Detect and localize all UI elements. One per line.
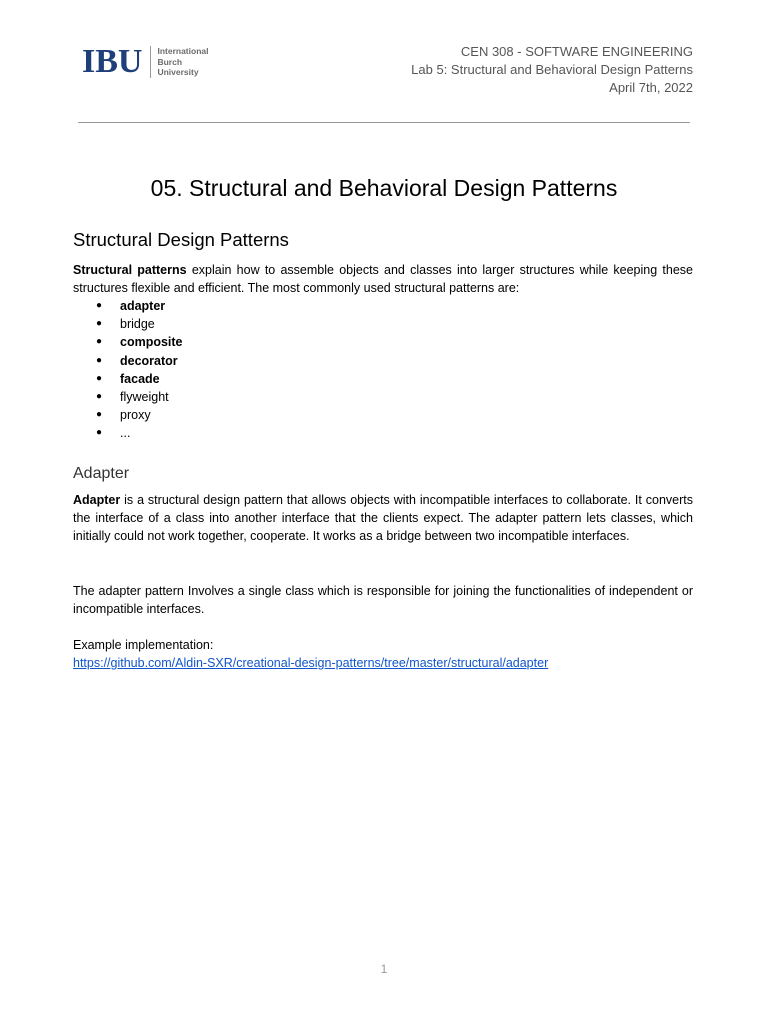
logo-line: Burch — [157, 56, 183, 67]
adapter-paragraph-1 — [73, 491, 693, 545]
adapter-heading: Adapter — [73, 465, 130, 482]
adapter-bold: Adapter — [73, 493, 121, 507]
list-item — [96, 370, 183, 388]
list-item — [96, 315, 183, 333]
bullet-icon: ● — [96, 391, 103, 403]
logo-line: University — [157, 67, 199, 78]
course-name: CEN 308 - SOFTWARE ENGINEERING — [460, 44, 693, 59]
logo-divider — [150, 46, 151, 78]
list-item — [96, 388, 183, 406]
example-label: Example implementation: — [73, 638, 214, 652]
list-item-label: decorator — [120, 353, 178, 368]
list-item — [96, 406, 183, 424]
pattern-list — [96, 297, 183, 443]
intro-text: explain how to assemble objects and classes into larger structures while keeping these structures flexible and efficient. The most commonly used structural patterns are: — [73, 263, 693, 295]
bullet-icon: ● — [96, 318, 103, 330]
list-item-label: bridge — [120, 317, 155, 332]
page-number: 1 — [380, 962, 388, 976]
list-item-label: composite — [120, 335, 183, 350]
lab-date: April 7th, 2022 — [609, 80, 693, 95]
bullet-icon: ● — [96, 409, 103, 421]
lab-title: Lab 5: Structural and Behavioral Design Patterns — [411, 62, 693, 77]
list-item-label: proxy — [120, 408, 151, 423]
logo-text — [157, 46, 208, 78]
bullet-icon: ● — [96, 300, 103, 311]
list-item-label: adapter — [120, 299, 166, 313]
header-divider — [78, 122, 690, 123]
intro-bold: Structural patterns — [73, 263, 187, 277]
intro-paragraph — [73, 261, 693, 297]
list-item-label: ... — [120, 426, 131, 441]
adapter-paragraph-2: The adapter pattern Involves a single class which is responsible for joining the functionalities of independent or incompatible interfaces. — [73, 584, 693, 616]
list-item — [96, 333, 183, 351]
list-item-label: flyweight — [120, 390, 169, 405]
logo-line: International — [157, 46, 209, 57]
header-meta — [411, 43, 693, 97]
list-item — [96, 424, 183, 442]
bullet-icon: ● — [96, 372, 103, 384]
list-item-label: facade — [120, 371, 160, 386]
bullet-icon: ● — [96, 354, 103, 366]
bullet-icon: ● — [96, 427, 103, 439]
example-link[interactable]: https://github.com/Aldin-SXR/creational-design-patterns/tree/master/structural/adapter — [73, 656, 549, 670]
university-logo — [82, 44, 208, 80]
section-heading: Structural Design Patterns — [73, 229, 289, 250]
document-title: 05. Structural and Behavioral Design Patterns — [150, 175, 618, 201]
bullet-icon: ● — [96, 336, 103, 348]
list-item — [96, 352, 183, 370]
logo-mark: IBU — [82, 43, 143, 80]
list-item — [96, 297, 183, 315]
adapter-text: is a structural design pattern that allows objects with incompatible interfaces to collaborate. It converts the interface of a class into another interface that the clients expect. The adapter pattern lets classes, which initially could not work together, cooperate. It works as a bridge between two incompatible interfaces. — [73, 493, 693, 543]
